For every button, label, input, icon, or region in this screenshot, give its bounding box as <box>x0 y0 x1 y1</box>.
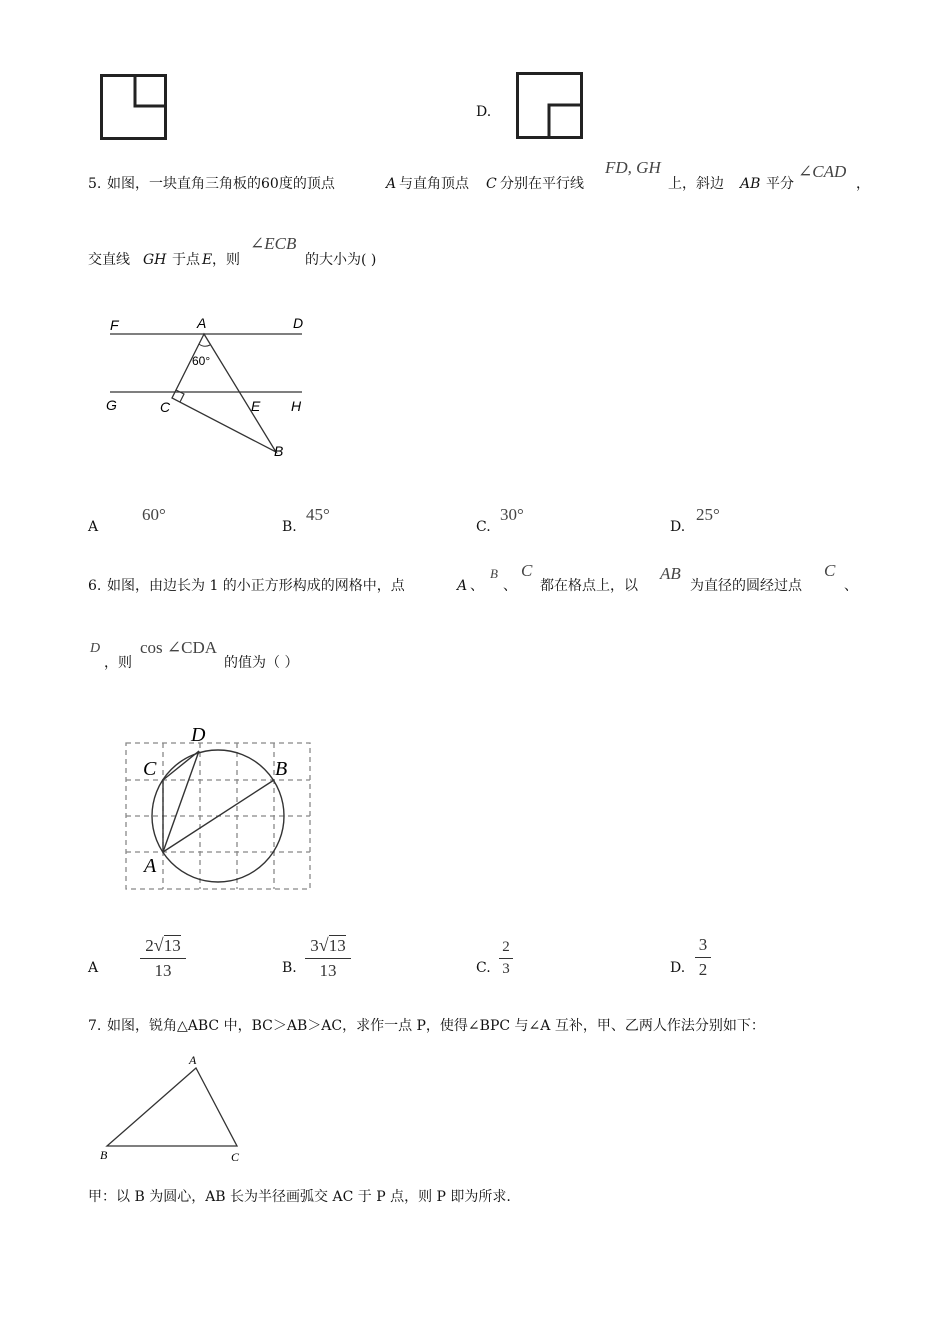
q5-text-4: 上，斜边 <box>668 176 724 192</box>
q7-figure <box>95 1050 255 1170</box>
q5-option-c-label: C. <box>476 519 491 535</box>
label-g: G <box>106 397 117 413</box>
q6-text-3: 为直径的圆经过点 <box>690 578 802 594</box>
numerator: 3 <box>698 935 708 954</box>
q5-text-9: 的大小为( ) <box>305 252 377 268</box>
q5-option-a-value: 60° <box>142 505 166 524</box>
q6-c: C <box>521 561 533 580</box>
label-e: E <box>251 398 261 414</box>
denominator: 3 <box>502 961 510 977</box>
label-a: A <box>197 315 207 331</box>
q6-option-d-fraction <box>695 935 711 980</box>
q6-a: A <box>457 578 468 594</box>
q5-figure <box>100 310 320 470</box>
q6-option-b-label: B. <box>282 960 297 976</box>
q7-text: 如图，锐角△ABC 中，BC＞AB＞AC，求作一点 P，使得∠BPC 与∠A 互补，甲、乙两人作法分别如下： <box>107 1018 765 1034</box>
q6-sep-3: 、 <box>844 578 858 594</box>
q5-option-d-label: D. <box>670 519 686 535</box>
q5-text-7: 于点 <box>172 252 200 268</box>
q6-option-a-fraction <box>140 935 186 981</box>
label-b: B <box>274 443 284 459</box>
q5-text-1: 如图，一块直角三角板的60度的顶点 <box>107 176 335 192</box>
q5-text-3: 分别在平行线 <box>500 176 584 192</box>
q6-option-d-label: D. <box>670 960 686 976</box>
numerator: 2 <box>502 939 510 955</box>
label-angle-60: 60° <box>192 354 211 368</box>
q5-gh: GH <box>143 252 167 268</box>
q5-text-2: 与直角顶点 <box>399 176 469 192</box>
q5-comma: ， <box>856 176 870 192</box>
label-h: H <box>291 398 302 414</box>
q6-text-2: 都在格点上，以 <box>540 578 638 594</box>
q6-c2: C <box>824 561 836 580</box>
q4-option-d-figure <box>516 72 584 140</box>
q5-option-c-value: 30° <box>500 505 524 524</box>
label-d: D <box>191 724 206 746</box>
q6-cos: cos ∠CDA <box>140 638 218 657</box>
denominator: 13 <box>154 961 172 980</box>
q6-number: 6. <box>88 578 102 594</box>
q6-option-c-fraction <box>499 939 513 978</box>
q5-math-ecb: ∠ECB <box>250 234 297 253</box>
q6-d: D <box>90 641 101 656</box>
q5-number: 5. <box>88 176 102 192</box>
q5-option-d-value: 25° <box>696 505 720 524</box>
q6-sep-1: 、 <box>470 578 484 594</box>
triangle-abc <box>107 1068 237 1146</box>
q5-point-c: C <box>486 176 497 192</box>
angle-arc <box>199 344 210 346</box>
q7-number: 7. <box>88 1018 102 1034</box>
q5-math-lines: FD, GH <box>605 158 661 177</box>
label-a: A <box>189 1053 197 1067</box>
q5-point-a: A <box>386 176 397 192</box>
q5-e: E <box>202 252 213 268</box>
label-c: C <box>160 399 171 415</box>
q6-figure <box>110 720 330 900</box>
q5-text-5: 平分 <box>766 176 794 192</box>
q6-ab: AB <box>660 564 681 583</box>
q4-option-c-figure <box>100 74 168 140</box>
q5-ab: AB <box>740 176 761 192</box>
q5-option-a-label: A <box>88 519 99 535</box>
label-d: D <box>293 315 304 331</box>
q6-option-c-label: C. <box>476 960 491 976</box>
q6-b: B <box>490 566 498 581</box>
q6-sep-2: 、 <box>503 578 517 594</box>
q7-jia-method: 甲：以 B 为圆心，AB 长为半径画弧交 AC 于 P 点，则 P 即为所求. <box>88 1189 511 1205</box>
label-a: A <box>144 855 157 877</box>
q6-option-b-fraction <box>305 935 351 981</box>
numerator: 2√13 <box>145 935 181 955</box>
label-f: F <box>110 317 119 333</box>
q6-option-a-label: A <box>88 960 99 976</box>
denominator: 2 <box>698 960 708 979</box>
q5-option-b-value: 45° <box>306 505 330 524</box>
q5-option-b-label: B. <box>282 519 297 535</box>
denominator: 13 <box>319 961 337 980</box>
q5-text-8: ，则 <box>212 252 240 268</box>
label-c: C <box>231 1150 240 1164</box>
q6-text-1: 如图，由边长为 1 的小正方形构成的网格中，点 <box>107 578 405 594</box>
q6-text-4: ，则 <box>104 655 132 671</box>
q5-math-angle: ∠CAD <box>798 162 847 181</box>
triangle-acb <box>172 334 276 452</box>
label-b: B <box>100 1148 108 1162</box>
numerator: 3√13 <box>310 935 346 955</box>
q4-option-d-label: D. <box>476 104 492 120</box>
label-c: C <box>143 758 157 780</box>
label-b: B <box>275 758 288 780</box>
segment-ab <box>163 780 274 852</box>
q5-text-6: 交直线 <box>88 252 130 268</box>
q6-text-5: 的值为（ ） <box>224 655 299 671</box>
